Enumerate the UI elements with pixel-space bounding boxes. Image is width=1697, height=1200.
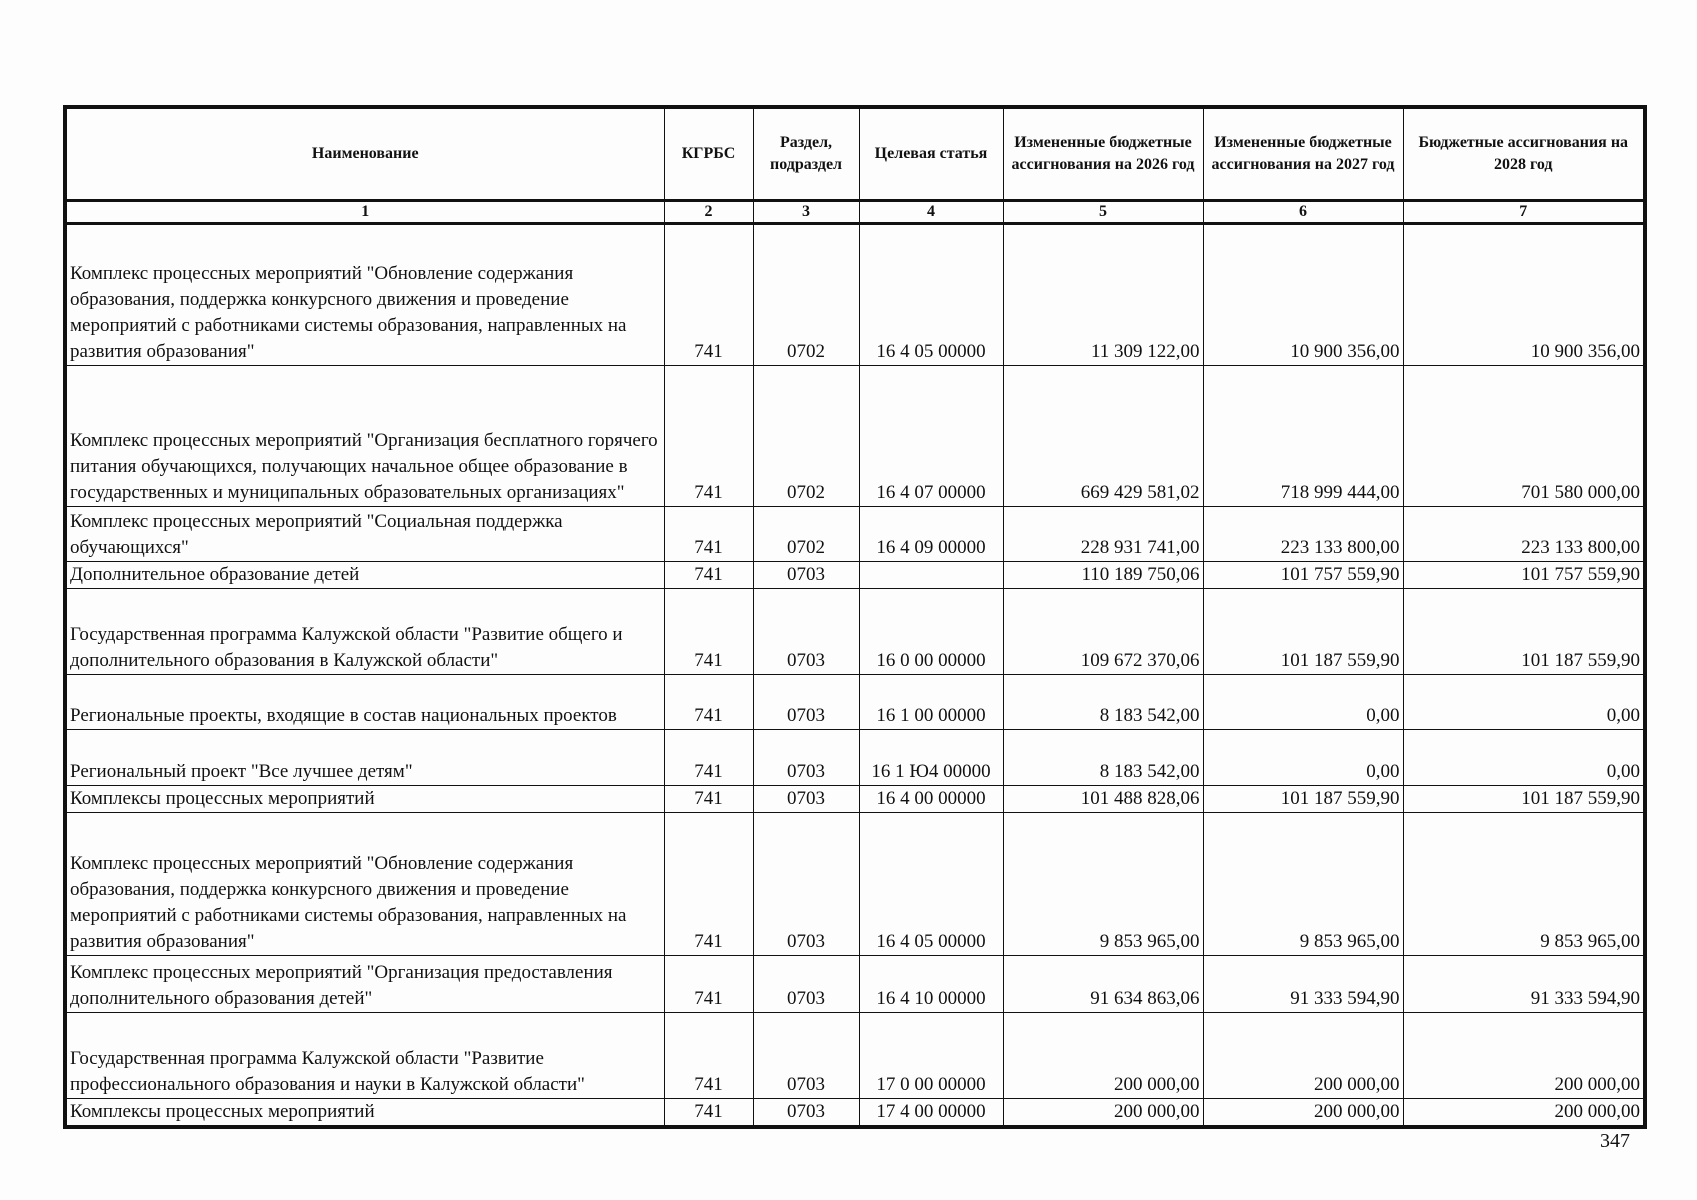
row-amount-2028: 0,00 [1403, 675, 1645, 730]
table-row [65, 589, 1645, 675]
row-amount-2028: 200 000,00 [1403, 1099, 1645, 1128]
row-kgrbs: 741 [664, 675, 753, 730]
column-number: 1 [65, 201, 664, 224]
row-razdel: 0703 [753, 675, 859, 730]
header-name: Наименование [65, 107, 664, 201]
row-amount-2028: 101 187 559,90 [1403, 589, 1645, 675]
row-name: Дополнительное образование детей [65, 562, 664, 589]
row-razdel: 0703 [753, 1099, 859, 1128]
row-razdel: 0702 [753, 366, 859, 507]
row-target: 17 0 00 00000 [859, 1013, 1003, 1099]
row-name: Региональные проекты, входящие в состав национальных проектов [65, 675, 664, 730]
row-razdel: 0703 [753, 589, 859, 675]
header-2027: Измененные бюджетные ассигнования на 2027 год [1203, 107, 1403, 201]
row-amount-2028: 101 187 559,90 [1403, 786, 1645, 813]
row-amount-2026: 109 672 370,06 [1003, 589, 1203, 675]
row-target: 16 4 07 00000 [859, 366, 1003, 507]
row-razdel: 0703 [753, 730, 859, 786]
row-target: 16 1 Ю4 00000 [859, 730, 1003, 786]
row-amount-2026: 200 000,00 [1003, 1013, 1203, 1099]
row-amount-2026: 8 183 542,00 [1003, 730, 1203, 786]
table-row [65, 730, 1645, 786]
row-razdel: 0703 [753, 786, 859, 813]
row-kgrbs: 741 [664, 224, 753, 366]
row-amount-2026: 228 931 741,00 [1003, 507, 1203, 562]
row-kgrbs: 741 [664, 956, 753, 1013]
table-row [65, 786, 1645, 813]
header-target: Целевая статья [859, 107, 1003, 201]
row-amount-2028: 10 900 356,00 [1403, 224, 1645, 366]
row-target: 17 4 00 00000 [859, 1099, 1003, 1128]
column-number: 7 [1403, 201, 1645, 224]
row-amount-2026: 669 429 581,02 [1003, 366, 1203, 507]
row-amount-2026: 110 189 750,06 [1003, 562, 1203, 589]
row-kgrbs: 741 [664, 813, 753, 956]
row-amount-2026: 11 309 122,00 [1003, 224, 1203, 366]
row-amount-2027: 10 900 356,00 [1203, 224, 1403, 366]
column-number-row [65, 201, 1645, 224]
column-number: 2 [664, 201, 753, 224]
row-name: Государственная программа Калужской области "Развитие общего и дополнительного образования в Калужской области" [65, 589, 664, 675]
table-row [65, 675, 1645, 730]
header-row [65, 107, 1645, 201]
row-razdel: 0702 [753, 224, 859, 366]
table-row [65, 956, 1645, 1013]
row-amount-2026: 91 634 863,06 [1003, 956, 1203, 1013]
header-2026: Измененные бюджетные ассигнования на 2026 год [1003, 107, 1203, 201]
table-row [65, 1013, 1645, 1099]
row-amount-2027: 718 999 444,00 [1203, 366, 1403, 507]
row-amount-2027: 101 187 559,90 [1203, 786, 1403, 813]
row-amount-2026: 101 488 828,06 [1003, 786, 1203, 813]
row-name: Государственная программа Калужской области "Развитие профессионального образования и науки в Калужской области" [65, 1013, 664, 1099]
row-kgrbs: 741 [664, 589, 753, 675]
row-amount-2028: 223 133 800,00 [1403, 507, 1645, 562]
row-name: Комплекс процессных мероприятий "Обновление содержания образования, поддержка конкурсного движения и проведение мероприятий с работниками системы образования, направленных на развития образования" [65, 224, 664, 366]
row-amount-2027: 200 000,00 [1203, 1099, 1403, 1128]
row-target: 16 4 05 00000 [859, 813, 1003, 956]
table-row [65, 562, 1645, 589]
row-kgrbs: 741 [664, 786, 753, 813]
column-number: 3 [753, 201, 859, 224]
row-amount-2028: 91 333 594,90 [1403, 956, 1645, 1013]
row-kgrbs: 741 [664, 507, 753, 562]
row-amount-2028: 9 853 965,00 [1403, 813, 1645, 956]
row-target: 16 0 00 00000 [859, 589, 1003, 675]
row-amount-2028: 200 000,00 [1403, 1013, 1645, 1099]
row-amount-2028: 0,00 [1403, 730, 1645, 786]
row-kgrbs: 741 [664, 1099, 753, 1128]
row-razdel: 0703 [753, 562, 859, 589]
row-name: Комплекс процессных мероприятий "Организация предоставления дополнительного образования детей" [65, 956, 664, 1013]
row-target: 16 4 05 00000 [859, 224, 1003, 366]
row-name: Региональный проект "Все лучшее детям" [65, 730, 664, 786]
table-row [65, 1099, 1645, 1128]
header-2028: Бюджетные ассигнования на 2028 год [1403, 107, 1645, 201]
header-razdel: Раздел, подраздел [753, 107, 859, 201]
row-amount-2027: 101 187 559,90 [1203, 589, 1403, 675]
table-row [65, 507, 1645, 562]
column-number: 4 [859, 201, 1003, 224]
row-razdel: 0702 [753, 507, 859, 562]
row-amount-2027: 0,00 [1203, 675, 1403, 730]
row-razdel: 0703 [753, 1013, 859, 1099]
row-amount-2027: 200 000,00 [1203, 1013, 1403, 1099]
row-amount-2026: 200 000,00 [1003, 1099, 1203, 1128]
table-row [65, 366, 1645, 507]
row-amount-2027: 91 333 594,90 [1203, 956, 1403, 1013]
row-name: Комплексы процессных мероприятий [65, 1099, 664, 1128]
row-kgrbs: 741 [664, 366, 753, 507]
row-name: Комплексы процессных мероприятий [65, 786, 664, 813]
row-razdel: 0703 [753, 956, 859, 1013]
row-amount-2028: 101 757 559,90 [1403, 562, 1645, 589]
table-row [65, 813, 1645, 956]
row-amount-2027: 0,00 [1203, 730, 1403, 786]
row-amount-2027: 101 757 559,90 [1203, 562, 1403, 589]
row-amount-2027: 223 133 800,00 [1203, 507, 1403, 562]
row-amount-2026: 8 183 542,00 [1003, 675, 1203, 730]
row-kgrbs: 741 [664, 1013, 753, 1099]
row-kgrbs: 741 [664, 562, 753, 589]
row-kgrbs: 741 [664, 730, 753, 786]
row-razdel: 0703 [753, 813, 859, 956]
header-kgrbs: КГРБС [664, 107, 753, 201]
column-number: 5 [1003, 201, 1203, 224]
page-number: 347 [1600, 1130, 1630, 1152]
row-target: 16 1 00 00000 [859, 675, 1003, 730]
row-target: 16 4 09 00000 [859, 507, 1003, 562]
row-amount-2027: 9 853 965,00 [1203, 813, 1403, 956]
table-row [65, 224, 1645, 366]
row-amount-2028: 701 580 000,00 [1403, 366, 1645, 507]
row-target: 16 4 00 00000 [859, 786, 1003, 813]
row-name: Комплекс процессных мероприятий "Обновление содержания образования, поддержка конкурсного движения и проведение мероприятий с работниками системы образования, направленных на развития образования" [65, 813, 664, 956]
row-amount-2026: 9 853 965,00 [1003, 813, 1203, 956]
row-target: 16 4 10 00000 [859, 956, 1003, 1013]
row-target [859, 562, 1003, 589]
row-name: Комплекс процессных мероприятий "Социальная поддержка обучающихся" [65, 507, 664, 562]
row-name: Комплекс процессных мероприятий "Организация бесплатного горячего питания обучающихся, получающих начальное общее образование в государственных и муниципальных образовательных организациях" [65, 366, 664, 507]
column-number: 6 [1203, 201, 1403, 224]
budget-table [63, 105, 1647, 1129]
